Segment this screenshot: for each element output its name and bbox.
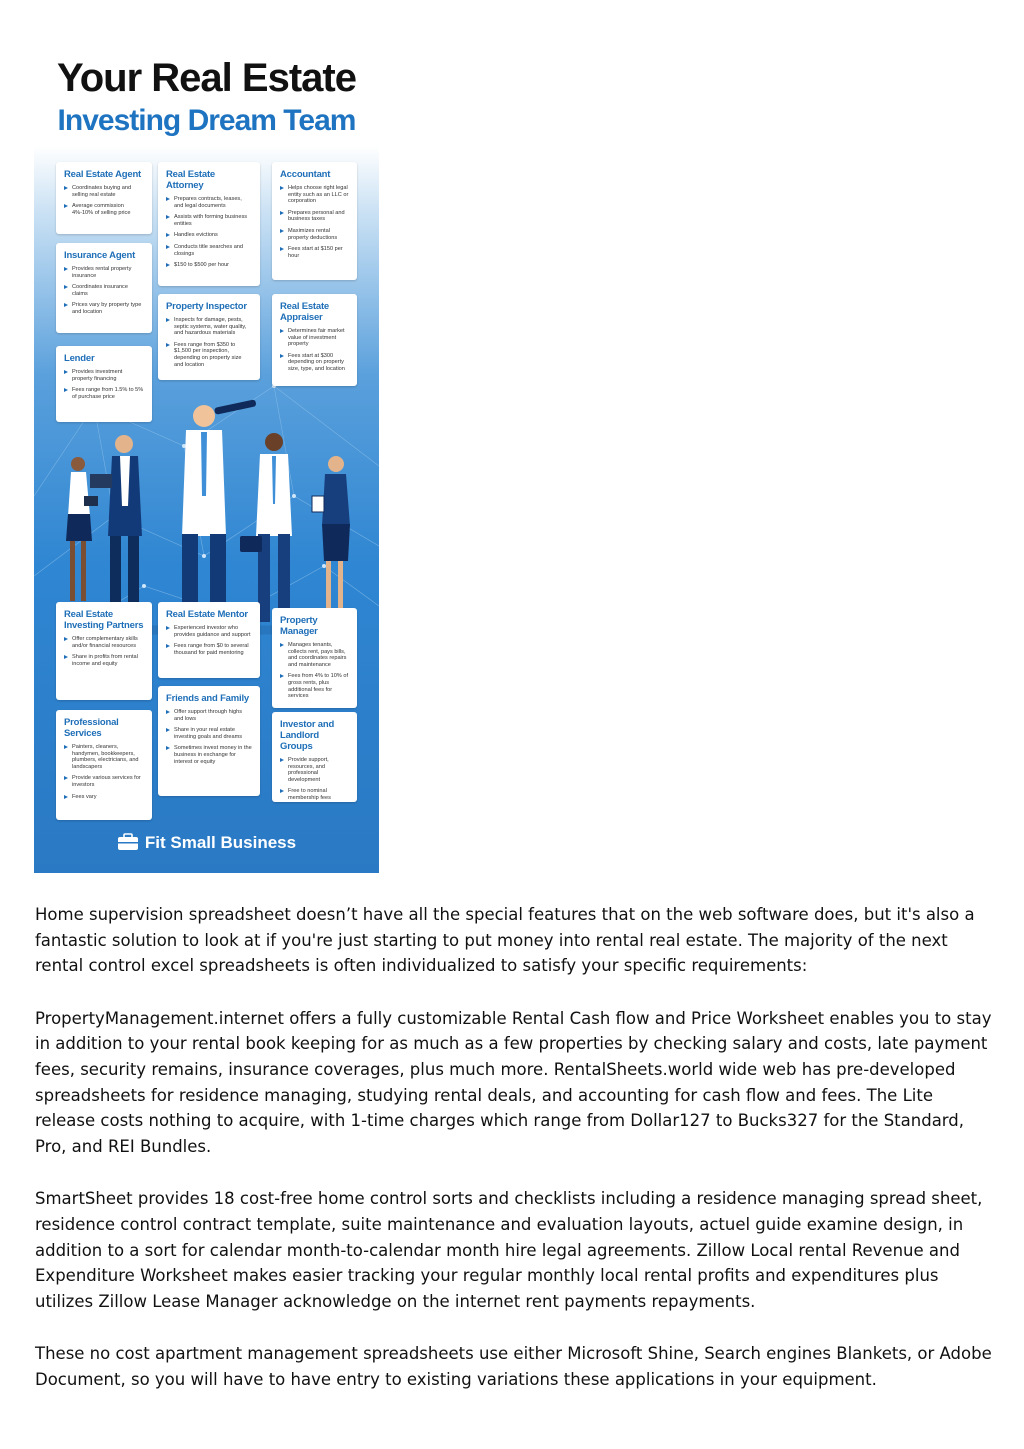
card-title: Investor and Landlord Groups xyxy=(280,719,335,752)
card-item: Experienced investor who provides guidance and support xyxy=(166,625,252,638)
card-item: Offer support through highs and lows xyxy=(166,709,252,722)
card-accountant xyxy=(272,162,357,280)
card-real-estate-agent xyxy=(56,162,152,234)
card-item: Provides rental property insurance xyxy=(64,266,144,279)
card-title: Professional Services xyxy=(64,717,119,739)
card-property-manager xyxy=(272,608,357,708)
briefcase-icon xyxy=(117,833,139,851)
card-property-inspector xyxy=(158,294,260,380)
card-item: Prepares personal and business taxes xyxy=(280,210,349,223)
card-item: Coordinates insurance claims xyxy=(64,284,144,297)
card-item: Offer complementary skills and/or financial resources xyxy=(64,636,144,649)
card-item: Coordinates buying and selling real estate xyxy=(64,185,144,198)
article-paragraph: PropertyManagement.internet offers a fully customizable Rental Cash flow and Price Worksheet enables you to stay in addition to your rental book keeping for as much as a few properties by checking salary and costs, late payment fees, security remains, insurance coverages, plus much more. RentalSheets.world wide web has pre-developed spreadsheets for residence managing, studying rental deals, and accounting for cash flow and fees. The Lite release costs nothing to acquire, with 1-time charges which range from Dollar127 to Bucks327 for the Standard, Pro, and REI Bundles. xyxy=(35,1008,992,1156)
card-item: Provide various services for investors xyxy=(64,775,144,788)
card-item: Fees range from $0 to several thousand for paid mentoring xyxy=(166,643,252,656)
article-paragraph: These no cost apartment management spreadsheets use either Microsoft Shine, Search engines Blankets, or Adobe Document, so you will have to have entry to existing variations these applications in your equipment. xyxy=(35,1344,992,1389)
card-item: Helps choose right legal entity such as an LLC or corporation xyxy=(280,185,349,205)
card-item: Fees start at $300 depending on property size, type, and location xyxy=(280,353,349,373)
card-item: Fees range from 1.5% to 5% of purchase price xyxy=(64,387,144,400)
card-item: Conducts title searches and closings xyxy=(166,244,252,257)
card-item: Prices vary by property type and location xyxy=(64,302,144,315)
card-item: Painters, cleaners, handymen, bookkeepers, plumbers, electricians, and landscapers xyxy=(64,744,144,770)
card-title: Property Manager xyxy=(280,615,318,637)
infographic-title-line1: Your Real Estate xyxy=(57,56,356,100)
card-item: Handles evictions xyxy=(166,232,252,239)
card-item: Share in your real estate investing goals and dreams xyxy=(166,727,252,740)
card-insurance-agent xyxy=(56,243,152,333)
infographic-title-line2: Investing Dream Team xyxy=(57,104,356,137)
card-real-estate-attorney xyxy=(158,162,260,286)
card-title: Real Estate Investing Partners xyxy=(64,609,144,631)
card-item: Fees vary xyxy=(64,794,144,801)
card-title: Real Estate Attorney xyxy=(166,169,216,191)
card-item: Manages tenants, collects rent, pays bills, and coordinates repairs and maintenance xyxy=(280,642,349,668)
article-paragraph: Home supervision spreadsheet doesn’t have all the special features that on the web software does, but it's also a fantastic solution to look at if you're just starting to put money into rental real estate. The majority of the next rental control excel spreadsheets is often individualized to satisfy your specific requirements: xyxy=(35,905,975,976)
card-title: Accountant xyxy=(280,169,331,180)
brand-name: Fit Small Business xyxy=(144,833,297,852)
card-item: Provides investment property financing xyxy=(64,369,144,382)
card-item: Sometimes invest money in the business in exchange for interest or equity xyxy=(166,745,252,765)
card-real-estate-investing-partners xyxy=(56,602,152,700)
card-investor-and-landlord-groups xyxy=(272,712,357,802)
card-title: Property Inspector xyxy=(166,301,247,312)
card-item: Prepares contracts, leases, and legal documents xyxy=(166,196,252,209)
card-item: Fees start at $150 per hour xyxy=(280,246,349,259)
card-title: Insurance Agent xyxy=(64,250,136,261)
card-professional-services xyxy=(56,710,152,820)
card-title: Real Estate Mentor xyxy=(166,609,248,620)
card-title: Friends and Family xyxy=(166,693,249,704)
card-item: Free to nominal membership fees xyxy=(280,788,349,801)
card-item: Determines fair market value of investment property xyxy=(280,328,349,348)
card-item: Provide support, resources, and professional development xyxy=(280,757,349,783)
card-item: Fees from 4% to 10% of gross rents, plus additional fees for services xyxy=(280,673,349,699)
article-body xyxy=(35,902,995,1420)
card-item: Maximizes rental property deductions xyxy=(280,228,349,241)
card-item: Fees range from $350 to $1,500 per inspection, depending on property size and location xyxy=(166,342,252,368)
card-real-estate-appraiser xyxy=(272,294,357,386)
card-title: Real Estate Agent xyxy=(64,169,142,180)
card-item: Assists with forming business entities xyxy=(166,214,252,227)
card-item: Share in profits from rental income and equity xyxy=(64,654,144,667)
card-item: Average commission 4%-10% of selling price xyxy=(64,203,144,216)
card-title: Real Estate Appraiser xyxy=(280,301,330,323)
card-item: Inspects for damage, pests, septic systems, water quality, and hazardous materials xyxy=(166,317,252,337)
article-paragraph: SmartSheet provides 18 cost-free home control sorts and checklists including a residence managing spread sheet, residence control contract template, suite maintenance and evaluation layouts, actuel guide examine design, in addition to a sort for calendar month-to-calendar month hire legal agreements. Zillow Local rental Revenue and Expenditure Worksheet makes easier tracking your regular monthly local rental profits and expenditures plus utilizes Zillow Lease Manager acknowledge on the internet rent payments repayments. xyxy=(35,1189,983,1311)
infographic xyxy=(34,46,379,873)
brand-logo xyxy=(34,833,379,853)
card-title: Lender xyxy=(64,353,95,364)
card-item: $150 to $500 per hour xyxy=(166,262,252,269)
card-friends-and-family xyxy=(158,686,260,796)
card-real-estate-mentor xyxy=(158,602,260,678)
business-team-illustration xyxy=(54,386,364,636)
